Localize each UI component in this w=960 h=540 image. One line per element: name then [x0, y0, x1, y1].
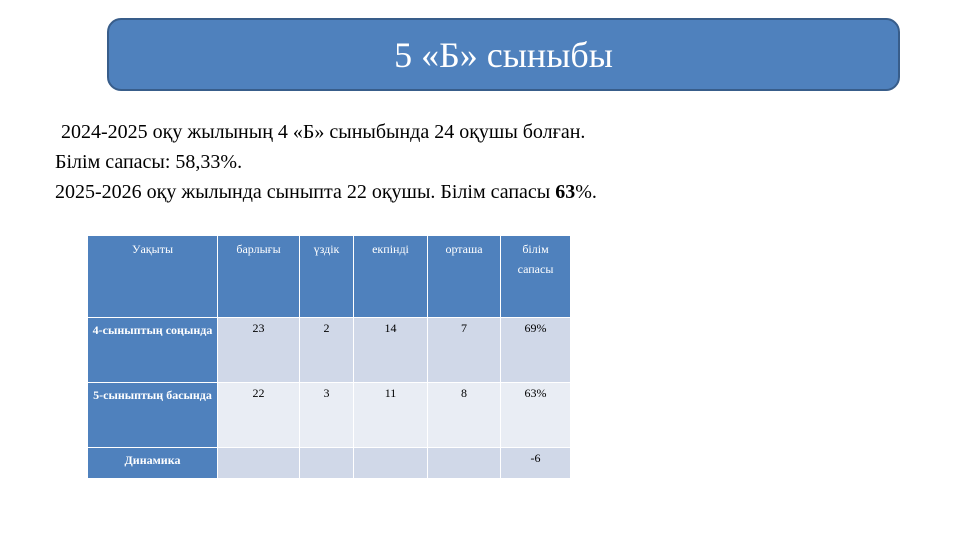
table-cell: 63%: [501, 383, 571, 448]
body-line-2: Білім сапасы: 58,33%.: [55, 151, 243, 173]
results-table: [87, 235, 571, 479]
body-line-1: 2024-2025 оқу жылының 4 «Б» сыныбында 24 оқушы болған.: [61, 121, 586, 143]
header-cell-average: орташа: [428, 236, 501, 318]
table-cell: 8: [428, 383, 501, 448]
header-cell-quality: білім сапасы: [501, 236, 571, 318]
table-cell: 3: [300, 383, 354, 448]
header-cell-excellent: үздік: [300, 236, 354, 318]
table-row: [88, 448, 571, 479]
slide-title: 5 «Б» сыныбы: [394, 34, 613, 75]
body-line-3: [55, 177, 915, 207]
table-cell: [428, 448, 501, 479]
slide-title-banner: [107, 18, 900, 91]
table-cell: 69%: [501, 318, 571, 383]
table-cell: [300, 448, 354, 479]
table-cell: 22: [218, 383, 300, 448]
row-label: 5-сыныптың басында: [88, 383, 218, 448]
body-line-3-text: 2025-2026 оқу жылында сыныпта 22 оқушы. Білім сапасы: [55, 181, 556, 203]
header-cell-total: барлығы: [218, 236, 300, 318]
quality-value-bold: 63: [555, 181, 576, 203]
header-cell-good: екпінді: [354, 236, 428, 318]
table-header-row: [88, 236, 571, 318]
header-cell-time: Уақыты: [88, 236, 218, 318]
table-row: [88, 318, 571, 383]
table-cell: [218, 448, 300, 479]
row-label: Динамика: [88, 448, 218, 479]
body-line-3-suffix: %.: [575, 181, 597, 203]
table-cell: 23: [218, 318, 300, 383]
table-cell: -6: [501, 448, 571, 479]
table-row: [88, 383, 571, 448]
slide-body-text: [55, 117, 915, 207]
table-cell: [354, 448, 428, 479]
table-cell: 11: [354, 383, 428, 448]
row-label: 4-сыныптың соңында: [88, 318, 218, 383]
table-cell: 2: [300, 318, 354, 383]
table-cell: 14: [354, 318, 428, 383]
table-cell: 7: [428, 318, 501, 383]
